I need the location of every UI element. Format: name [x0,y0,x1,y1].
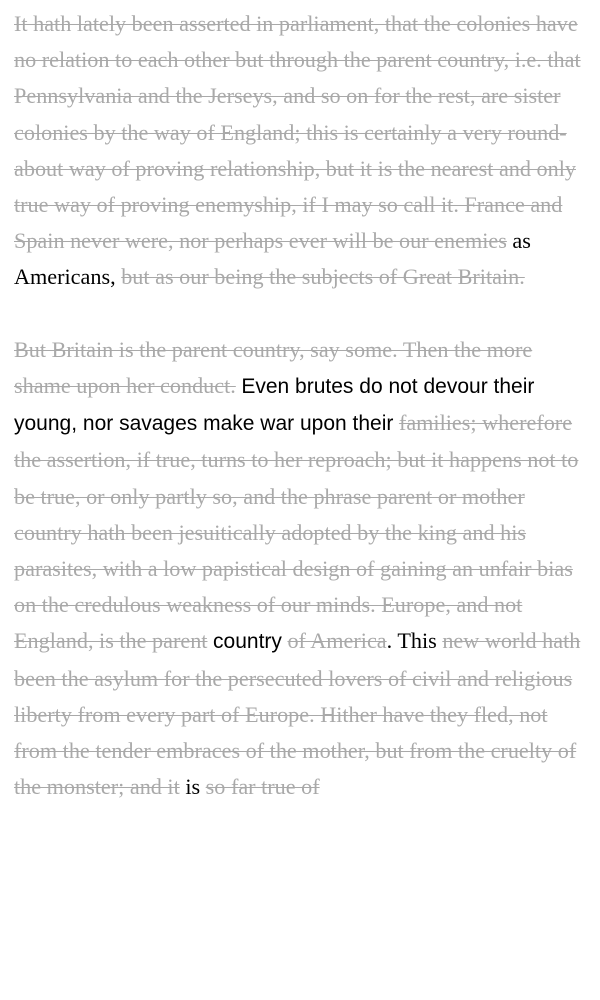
blackout-poem-page [14,6,586,842]
struck-text-segment: It hath lately been asserted in parliament, that the colonies have no relation to each other but through the parent country, i.e. that Pennsylvania and the Jerseys, and so on for the rest, are sister colonies by the way of England; this is certainly a very round-about way of proving relationship, but it is the nearest and only true way of proving enemyship, if I may so call it. France and Spain never were, nor perhaps ever will be our enemies [14,11,581,254]
struck-text-segment: so far true of [205,774,320,800]
kept-text-segment: country [213,630,282,654]
struck-text-segment: but as our being the subjects of Great Britain. [121,264,525,290]
kept-text-segment: . This [386,628,437,654]
struck-text-segment: of America [287,628,387,654]
struck-text-segment: families; wherefore the assertion, if true, turns to her reproach; but it happens not to be true, or only partly so, and the phrase parent or mother country hath been jesuitically adopted by the king and his parasites, with a low papistical design of gaining an unfair bias on the credulous weakness of our minds. Europe, and not England, is the parent [14,410,579,654]
struck-text-segment: But Britain is the parent country, say some. Then the more shame upon her conduct. [14,336,533,399]
kept-text-segment: is [185,774,201,800]
text-paragraph [14,6,586,296]
kept-text-segment: Even brutes do not devour their young, nor savages make war upon their [14,375,535,436]
text-paragraph [14,332,586,806]
kept-text-segment: as Americans, [14,228,531,290]
struck-text-segment: new world hath been the asylum for the persecuted lovers of civil and religious liberty from every part of Europe. Hither have they fled, not from the tender embraces of the mother, but from the cruelty of the monster; and it [14,628,581,800]
